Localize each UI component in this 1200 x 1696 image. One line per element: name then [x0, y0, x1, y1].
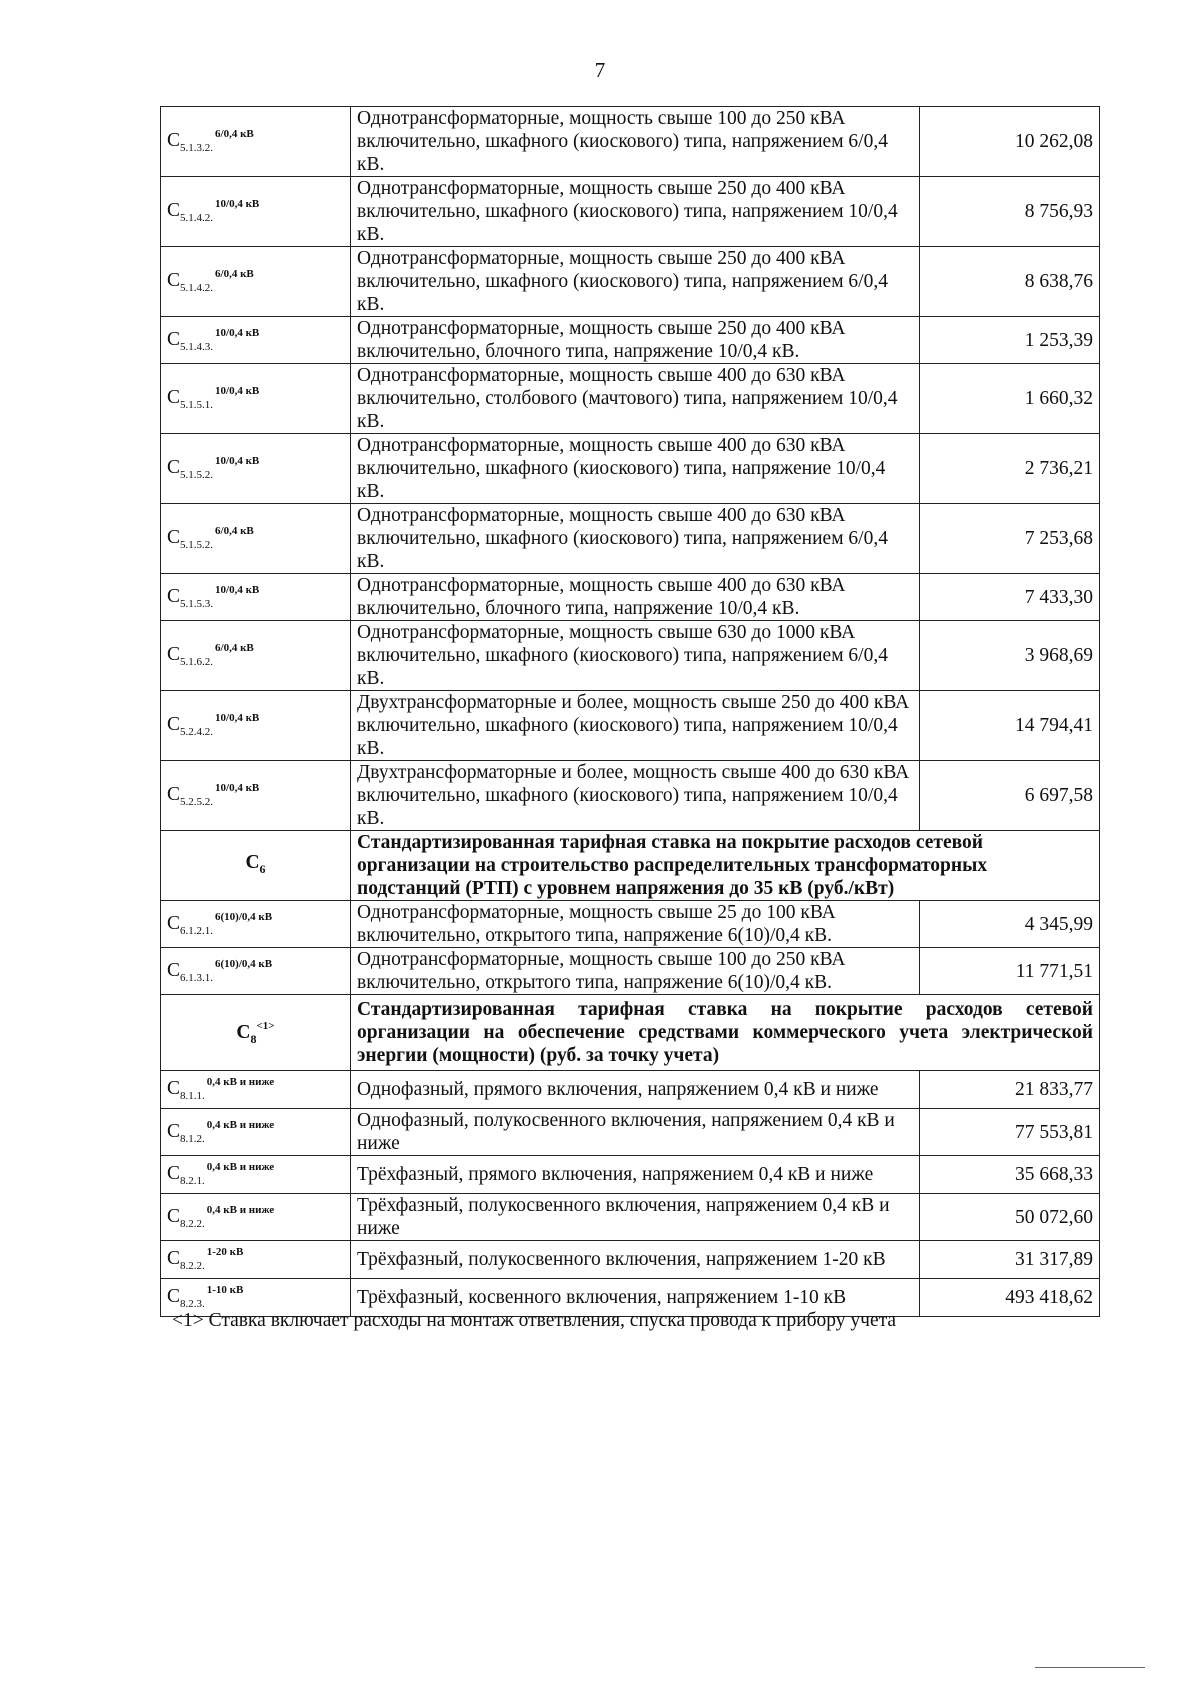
rate-description: Трёхфазный, косвенного включения, напряжением 1-10 кВ — [351, 1279, 920, 1317]
rate-code: $C_{5.1.5.1.}^{10/0,4 кВ}$ — [161, 364, 351, 434]
rate-code: $C_{8.2.2.}^{0,4 кВ и ниже}$ — [161, 1194, 351, 1241]
rate-description: Однотрансформаторные, мощность свыше 400 до 630 кВА включительно, шкафного (киоскового) типа, напряжение 10/0,4 кВ. — [351, 434, 920, 504]
table-row — [161, 1109, 1100, 1156]
rate-code: $C_{5.1.4.2.}^{6/0,4 кВ}$ — [161, 247, 351, 317]
rate-description: Однотрансформаторные, мощность свыше 250 до 400 кВА включительно, шкафного (киоскового) типа, напряжением 6/0,4 кВ. — [351, 247, 920, 317]
rate-code: $C_{5.2.5.2.}^{10/0,4 кВ}$ — [161, 761, 351, 831]
section-title: Стандартизированная тарифная ставка на покрытие расходов сетевой организации на строительство распределительных трансформаторных подстанций (РТП) с уровнем напряжения до 35 кВ (руб./кВт) — [351, 831, 1100, 901]
table-row — [161, 177, 1100, 247]
rate-code: $C_{8.2.1.}^{0,4 кВ и ниже}$ — [161, 1156, 351, 1194]
rate-value: 35 668,33 — [920, 1156, 1100, 1194]
table-row — [161, 1241, 1100, 1279]
rate-value: 2 736,21 — [920, 434, 1100, 504]
rate-value: 1 253,39 — [920, 317, 1100, 364]
rate-description: Однотрансформаторные, мощность свыше 630 до 1000 кВА включительно, шкафного (киоскового) типа, напряжением 6/0,4 кВ. — [351, 621, 920, 691]
table-row — [161, 107, 1100, 177]
rate-value: 6 697,58 — [920, 761, 1100, 831]
table-row — [161, 574, 1100, 621]
rate-description: Однофазный, полукосвенного включения, напряжением 0,4 кВ и ниже — [351, 1109, 920, 1156]
rate-code: $C_{5.1.5.3.}^{10/0,4 кВ}$ — [161, 574, 351, 621]
rate-value: 50 072,60 — [920, 1194, 1100, 1241]
rate-description: Однотрансформаторные, мощность свыше 100 до 250 кВА включительно, открытого типа, напряжение 6(10)/0,4 кВ. — [351, 948, 920, 995]
rate-code: $C_{5.1.6.2.}^{6/0,4 кВ}$ — [161, 621, 351, 691]
footer-rule — [1035, 1667, 1145, 1668]
rate-code: $C_{8.2.3.}^{1-10 кВ}$ — [161, 1279, 351, 1317]
rate-description: Двухтрансформаторные и более, мощность свыше 250 до 400 кВА включительно, шкафного (киоскового) типа, напряжением 10/0,4 кВ. — [351, 691, 920, 761]
rate-description: Однотрансформаторные, мощность свыше 250 до 400 кВА включительно, блочного типа, напряжение 10/0,4 кВ. — [351, 317, 920, 364]
rate-code: $C_{8.2.2.}^{1-20 кВ}$ — [161, 1241, 351, 1279]
table-row — [161, 434, 1100, 504]
rate-description: Двухтрансформаторные и более, мощность свыше 400 до 630 кВА включительно, шкафного (киоскового) типа, напряжением 10/0,4 кВ. — [351, 761, 920, 831]
table-row — [161, 1194, 1100, 1241]
rate-code: $C_{6.1.3.1.}^{6(10)/0,4 кВ}$ — [161, 948, 351, 995]
section-header-c6 — [161, 831, 1100, 901]
table-row — [161, 948, 1100, 995]
rate-description: Трёхфазный, полукосвенного включения, напряжением 0,4 кВ и ниже — [351, 1194, 920, 1241]
rate-code: $C_{5.1.5.2.}^{10/0,4 кВ}$ — [161, 434, 351, 504]
rate-value: 31 317,89 — [920, 1241, 1100, 1279]
table-row — [161, 317, 1100, 364]
rate-description: Однотрансформаторные, мощность свыше 400 до 630 кВА включительно, столбового (мачтового) типа, напряжением 10/0,4 кВ. — [351, 364, 920, 434]
rate-code: $C_{5.1.3.2.}^{6/0,4 кВ}$ — [161, 107, 351, 177]
table-row — [161, 901, 1100, 948]
table-row — [161, 621, 1100, 691]
table-row — [161, 761, 1100, 831]
rate-value: 7 253,68 — [920, 504, 1100, 574]
rate-description: Однотрансформаторные, мощность свыше 25 до 100 кВА включительно, открытого типа, напряжение 6(10)/0,4 кВ. — [351, 901, 920, 948]
rate-code: $C_{5.2.4.2.}^{10/0,4 кВ}$ — [161, 691, 351, 761]
rate-value: 21 833,77 — [920, 1071, 1100, 1109]
rate-value: 10 262,08 — [920, 107, 1100, 177]
rate-code: $C_{8.1.2.}^{0,4 кВ и ниже}$ — [161, 1109, 351, 1156]
table-row — [161, 247, 1100, 317]
table-row — [161, 1156, 1100, 1194]
section-title: Стандартизированная тарифная ставка на покрытие расходов сетевой организации на обеспечение средствами коммерческого учета электрической энергии (мощности) (руб. за точку учета) — [351, 995, 1100, 1071]
rate-code: $C_{5.1.4.3.}^{10/0,4 кВ}$ — [161, 317, 351, 364]
section-code: $C_6$ — [161, 831, 351, 901]
table-row — [161, 691, 1100, 761]
rate-value: 8 756,93 — [920, 177, 1100, 247]
rate-value: 7 433,30 — [920, 574, 1100, 621]
rate-description: Однотрансформаторные, мощность свыше 100 до 250 кВА включительно, шкафного (киоскового) типа, напряжением 6/0,4 кВ. — [351, 107, 920, 177]
rate-value: 14 794,41 — [920, 691, 1100, 761]
rate-code: $C_{6.1.2.1.}^{6(10)/0,4 кВ}$ — [161, 901, 351, 948]
table-row — [161, 1071, 1100, 1109]
rate-value: 77 553,81 — [920, 1109, 1100, 1156]
rate-code: $C_{5.1.4.2.}^{10/0,4 кВ}$ — [161, 177, 351, 247]
rate-code: $C_{5.1.5.2.}^{6/0,4 кВ}$ — [161, 504, 351, 574]
section-code: $C_8^{<1>}$ — [161, 995, 351, 1071]
tariff-table — [160, 106, 1100, 1317]
table-row — [161, 364, 1100, 434]
section-header-c8 — [161, 995, 1100, 1071]
rate-description: Однотрансформаторные, мощность свыше 400 до 630 кВА включительно, блочного типа, напряжение 10/0,4 кВ. — [351, 574, 920, 621]
footnote: <1> Ставка включает расходы на монтаж ответвления, спуска провода к прибору учета — [172, 1310, 897, 1331]
rate-description: Однофазный, прямого включения, напряжением 0,4 кВ и ниже — [351, 1071, 920, 1109]
rate-value: 3 968,69 — [920, 621, 1100, 691]
rate-description: Однотрансформаторные, мощность свыше 250 до 400 кВА включительно, шкафного (киоскового) типа, напряжением 10/0,4 кВ. — [351, 177, 920, 247]
rate-value: 8 638,76 — [920, 247, 1100, 317]
rate-value: 11 771,51 — [920, 948, 1100, 995]
rate-value: 4 345,99 — [920, 901, 1100, 948]
rate-value: 1 660,32 — [920, 364, 1100, 434]
rate-code: $C_{8.1.1.}^{0,4 кВ и ниже}$ — [161, 1071, 351, 1109]
rate-description: Трёхфазный, полукосвенного включения, напряжением 1-20 кВ — [351, 1241, 920, 1279]
rate-value: 493 418,62 — [920, 1279, 1100, 1317]
rate-description: Однотрансформаторные, мощность свыше 400 до 630 кВА включительно, шкафного (киоскового) типа, напряжением 6/0,4 кВ. — [351, 504, 920, 574]
rate-description: Трёхфазный, прямого включения, напряжением 0,4 кВ и ниже — [351, 1156, 920, 1194]
page-number: 7 — [594, 58, 606, 82]
table-row — [161, 504, 1100, 574]
